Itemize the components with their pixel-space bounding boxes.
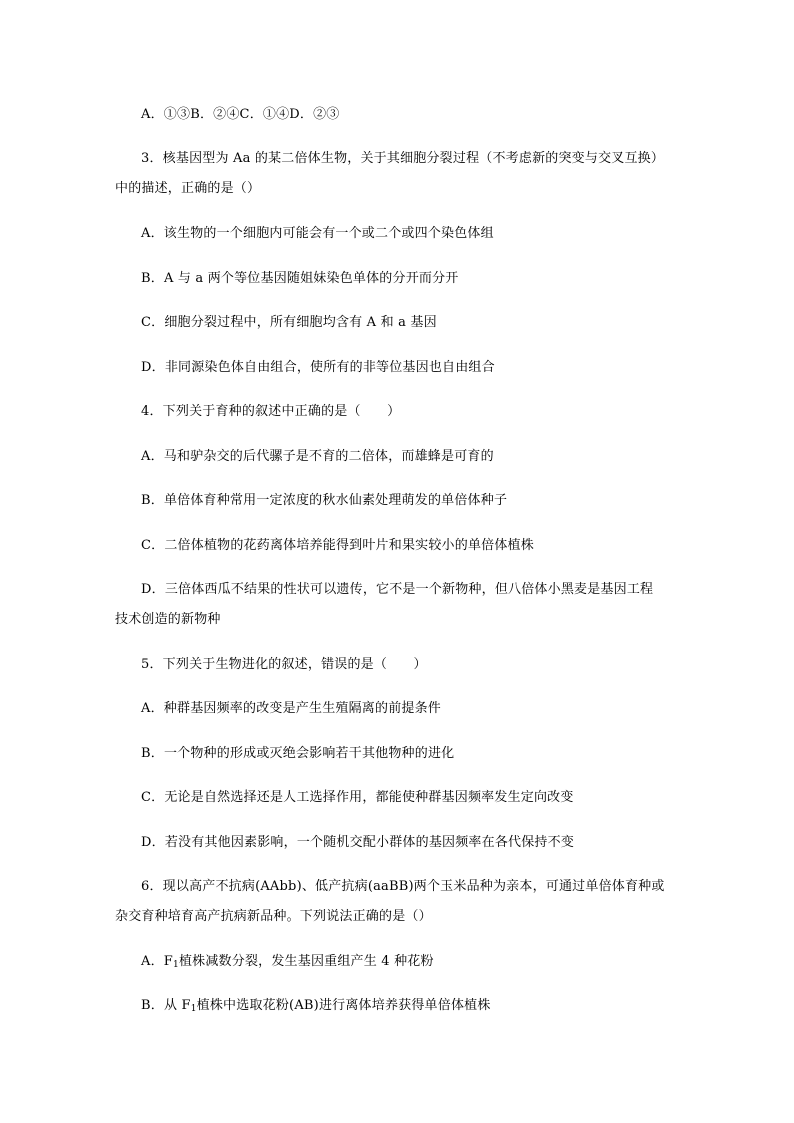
q5-option-c: C．无论是自然选择还是人工选择作用，都能使种群基因频率发生定向改变	[141, 790, 574, 805]
q6-option-a-text: 植株减数分裂，发生基因重组产生 4 种花粉	[178, 954, 434, 969]
q5-option-d: D．若没有其他因素影响，一个随机交配小群体的基因频率在各代保持不变	[141, 835, 575, 850]
q4-option-d-line1: D．三倍体西瓜不结果的性状可以遗传，它不是一个新物种，但八倍体小黑麦是基因工程	[141, 582, 654, 597]
q6-stem-line1: 6．现以高产不抗病(AAbb)、低产抗病(aaBB)两个玉米品种为亲本，可通过单倍体育种或	[141, 879, 665, 894]
q6-option-b-prefix: B．从 F	[141, 998, 191, 1013]
q3-stem-line1: 3．核基因型为 Aa 的某二倍体生物，关于其细胞分裂过程（不考虑新的突变与交叉互换）	[141, 151, 665, 166]
q6-option-b-text: 植株中选取花粉(AB)进行离体培养获得单倍体植株	[196, 998, 491, 1013]
q4-option-a: A．马和驴杂交的后代骡子是不育的二倍体，而雄蜂是可育的	[141, 449, 494, 464]
q4-option-c: C．二倍体植物的花药离体培养能得到叶片和果实较小的单倍体植株	[141, 538, 534, 553]
q6-option-a-subscript: 1	[173, 960, 179, 970]
q3-option-c: C．细胞分裂过程中，所有细胞均含有 A 和 a 基因	[141, 315, 437, 330]
q3-option-a: A．该生物的一个细胞内可能会有一个或二个或四个染色体组	[141, 226, 494, 241]
q3-option-d: D．非同源染色体自由组合，使所有的非等位基因也自由组合	[141, 360, 495, 375]
q3-stem-line2: 中的描述，正确的是（）	[115, 181, 261, 196]
q5-stem: 5．下列关于生物进化的叙述，错误的是（ ）	[141, 657, 427, 672]
q6-option-b	[141, 997, 491, 1015]
q6-option-a	[141, 953, 434, 971]
q3-option-b: B．A 与 a 两个等位基因随姐妹染色单体的分开而分开	[141, 271, 459, 286]
q4-stem: 4．下列关于育种的叙述中正确的是（ ）	[141, 404, 401, 419]
q2-options: A．①③B．②④C．①④D．②③	[141, 107, 340, 122]
q6-option-b-subscript: 1	[190, 1004, 197, 1014]
q5-option-b: B．一个物种的形成或灭绝会影响若干其他物种的进化	[141, 746, 455, 761]
q4-option-d-line2: 技术创造的新物种	[115, 612, 221, 627]
q6-option-a-prefix: A．F	[141, 954, 174, 969]
q6-stem-line2: 杂交育种培育高产抗病新品种。下列说法正确的是（）	[115, 909, 432, 924]
q4-option-b: B．单倍体育种常用一定浓度的秋水仙素处理萌发的单倍体种子	[141, 493, 508, 508]
q5-option-a: A．种群基因频率的改变是产生生殖隔离的前提条件	[141, 701, 441, 716]
